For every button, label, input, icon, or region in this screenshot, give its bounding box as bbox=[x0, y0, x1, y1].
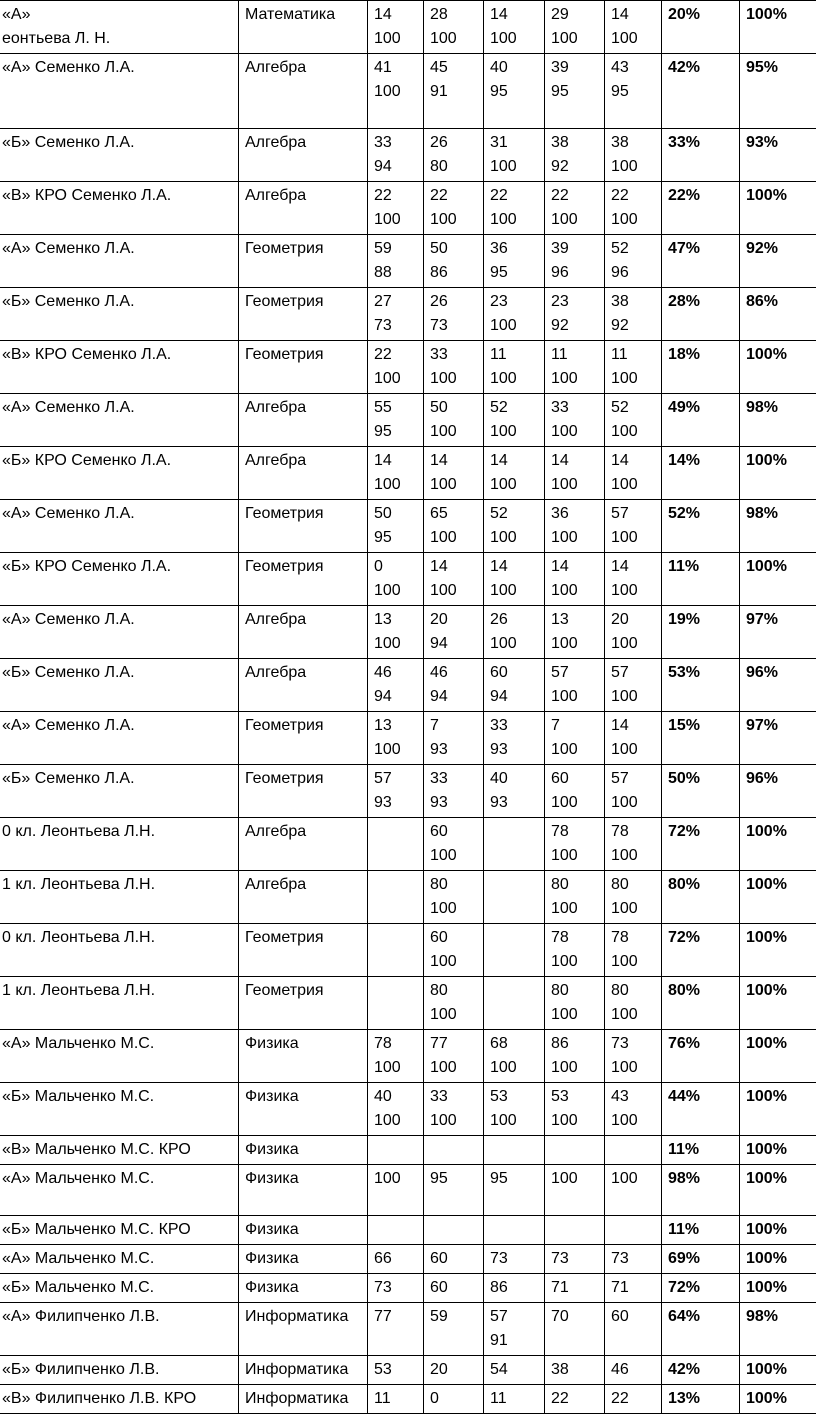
score-cell: 54 bbox=[484, 1356, 545, 1385]
subject-cell: Информатика bbox=[239, 1356, 368, 1385]
score-cell: 50 100 bbox=[424, 394, 484, 447]
score-cell: 33 93 bbox=[484, 712, 545, 765]
score-cell: 7 93 bbox=[424, 712, 484, 765]
score-cell: 14 100 bbox=[368, 447, 424, 500]
score-cell: 78 100 bbox=[545, 924, 605, 977]
table-row bbox=[0, 1083, 816, 1136]
score-cell: 52 100 bbox=[605, 394, 662, 447]
class-teacher-cell: 1 кл. Леонтьева Л.Н. bbox=[0, 871, 239, 924]
success-percent-cell: 100% bbox=[740, 1356, 816, 1385]
class-teacher-cell: «Б» Семенко Л.А. bbox=[0, 288, 239, 341]
success-percent-cell: 98% bbox=[740, 394, 816, 447]
score-cell: 100 bbox=[545, 1165, 605, 1216]
subject-cell: Физика bbox=[239, 1274, 368, 1303]
score-cell: 73 100 bbox=[605, 1030, 662, 1083]
score-cell: 22 bbox=[605, 1385, 662, 1414]
success-percent-cell: 96% bbox=[740, 659, 816, 712]
class-teacher-cell: «Б» Мальченко М.С. КРО bbox=[0, 1216, 239, 1245]
score-cell bbox=[545, 1136, 605, 1165]
score-cell bbox=[484, 818, 545, 871]
score-cell bbox=[545, 1216, 605, 1245]
score-cell: 28 100 bbox=[424, 1, 484, 54]
score-cell: 14 100 bbox=[368, 1, 424, 54]
table-row bbox=[0, 1136, 816, 1165]
score-cell: 14 100 bbox=[484, 447, 545, 500]
success-percent-cell: 100% bbox=[740, 1165, 816, 1216]
score-cell: 60 100 bbox=[424, 818, 484, 871]
score-cell bbox=[368, 871, 424, 924]
success-percent-cell: 100% bbox=[740, 1385, 816, 1414]
score-cell: 14 100 bbox=[424, 447, 484, 500]
quality-percent-cell: 50% bbox=[662, 765, 740, 818]
class-teacher-cell: «Б» КРО Семенко Л.А. bbox=[0, 447, 239, 500]
score-cell bbox=[484, 924, 545, 977]
score-cell: 55 95 bbox=[368, 394, 424, 447]
score-cell: 13 100 bbox=[545, 606, 605, 659]
score-cell: 38 bbox=[545, 1356, 605, 1385]
score-cell: 43 95 bbox=[605, 54, 662, 129]
table-row bbox=[0, 341, 816, 394]
score-cell: 100 bbox=[368, 1165, 424, 1216]
quality-percent-cell: 49% bbox=[662, 394, 740, 447]
class-teacher-cell: «В» Мальченко М.С. КРО bbox=[0, 1136, 239, 1165]
score-cell: 59 bbox=[424, 1303, 484, 1356]
score-cell: 11 bbox=[484, 1385, 545, 1414]
success-percent-cell: 92% bbox=[740, 235, 816, 288]
score-cell: 33 93 bbox=[424, 765, 484, 818]
score-cell bbox=[605, 1216, 662, 1245]
quality-percent-cell: 53% bbox=[662, 659, 740, 712]
class-teacher-cell: «В» КРО Семенко Л.А. bbox=[0, 341, 239, 394]
subject-cell: Физика bbox=[239, 1083, 368, 1136]
score-cell: 95 bbox=[484, 1165, 545, 1216]
success-percent-cell: 100% bbox=[740, 977, 816, 1030]
success-percent-cell: 98% bbox=[740, 1303, 816, 1356]
score-cell: 41 100 bbox=[368, 54, 424, 129]
class-teacher-cell: «Б» Семенко Л.А. bbox=[0, 659, 239, 712]
class-teacher-cell: «В» КРО Семенко Л.А. bbox=[0, 182, 239, 235]
score-cell: 13 100 bbox=[368, 712, 424, 765]
score-cell: 60 100 bbox=[545, 765, 605, 818]
score-cell bbox=[368, 977, 424, 1030]
score-cell: 14 100 bbox=[424, 553, 484, 606]
score-cell bbox=[368, 1216, 424, 1245]
quality-percent-cell: 47% bbox=[662, 235, 740, 288]
results-table-body bbox=[0, 1, 816, 1414]
success-percent-cell: 100% bbox=[740, 341, 816, 394]
table-row bbox=[0, 818, 816, 871]
quality-percent-cell: 80% bbox=[662, 977, 740, 1030]
class-teacher-cell: «А» Мальченко М.С. bbox=[0, 1245, 239, 1274]
subject-cell: Информатика bbox=[239, 1385, 368, 1414]
quality-percent-cell: 11% bbox=[662, 1216, 740, 1245]
subject-cell: Алгебра bbox=[239, 394, 368, 447]
score-cell: 57 100 bbox=[605, 500, 662, 553]
score-cell: 60 100 bbox=[424, 924, 484, 977]
score-cell: 0 bbox=[424, 1385, 484, 1414]
subject-cell: Геометрия bbox=[239, 288, 368, 341]
score-cell: 78 100 bbox=[545, 818, 605, 871]
score-cell: 71 bbox=[545, 1274, 605, 1303]
score-cell: 57 91 bbox=[484, 1303, 545, 1356]
success-percent-cell: 100% bbox=[740, 1136, 816, 1165]
score-cell: 66 bbox=[368, 1245, 424, 1274]
score-cell: 52 100 bbox=[484, 500, 545, 553]
score-cell: 36 100 bbox=[545, 500, 605, 553]
score-cell: 57 93 bbox=[368, 765, 424, 818]
subject-cell: Алгебра bbox=[239, 606, 368, 659]
score-cell: 73 bbox=[368, 1274, 424, 1303]
success-percent-cell: 86% bbox=[740, 288, 816, 341]
quality-percent-cell: 22% bbox=[662, 182, 740, 235]
score-cell: 33 100 bbox=[545, 394, 605, 447]
class-teacher-cell: 0 кл. Леонтьева Л.Н. bbox=[0, 924, 239, 977]
score-cell: 14 100 bbox=[605, 712, 662, 765]
success-percent-cell: 100% bbox=[740, 1216, 816, 1245]
score-cell: 7 100 bbox=[545, 712, 605, 765]
score-cell: 22 100 bbox=[605, 182, 662, 235]
score-cell: 38 92 bbox=[605, 288, 662, 341]
table-row bbox=[0, 765, 816, 818]
score-cell: 36 95 bbox=[484, 235, 545, 288]
subject-cell: Алгебра bbox=[239, 54, 368, 129]
subject-cell: Геометрия bbox=[239, 712, 368, 765]
table-row bbox=[0, 924, 816, 977]
score-cell: 77 bbox=[368, 1303, 424, 1356]
class-teacher-cell: «Б» Семенко Л.А. bbox=[0, 129, 239, 182]
quality-percent-cell: 98% bbox=[662, 1165, 740, 1216]
quality-percent-cell: 44% bbox=[662, 1083, 740, 1136]
score-cell: 29 100 bbox=[545, 1, 605, 54]
score-cell: 86 100 bbox=[545, 1030, 605, 1083]
subject-cell: Алгебра bbox=[239, 129, 368, 182]
score-cell bbox=[484, 1216, 545, 1245]
score-cell bbox=[484, 1136, 545, 1165]
subject-cell: Геометрия bbox=[239, 977, 368, 1030]
score-cell: 22 bbox=[545, 1385, 605, 1414]
score-cell: 14 100 bbox=[605, 1, 662, 54]
class-teacher-cell: «Б» Семенко Л.А. bbox=[0, 765, 239, 818]
quality-percent-cell: 18% bbox=[662, 341, 740, 394]
quality-percent-cell: 13% bbox=[662, 1385, 740, 1414]
success-percent-cell: 97% bbox=[740, 606, 816, 659]
table-row bbox=[0, 606, 816, 659]
table-row bbox=[0, 394, 816, 447]
score-cell: 0 100 bbox=[368, 553, 424, 606]
quality-percent-cell: 72% bbox=[662, 1274, 740, 1303]
score-cell: 60 bbox=[424, 1274, 484, 1303]
score-cell: 22 100 bbox=[368, 182, 424, 235]
score-cell: 40 93 bbox=[484, 765, 545, 818]
score-cell: 11 100 bbox=[605, 341, 662, 394]
class-teacher-cell: «А» Мальченко М.С. bbox=[0, 1165, 239, 1216]
score-cell: 40 100 bbox=[368, 1083, 424, 1136]
subject-cell: Геометрия bbox=[239, 235, 368, 288]
score-cell: 22 100 bbox=[484, 182, 545, 235]
table-row bbox=[0, 1303, 816, 1356]
quality-percent-cell: 76% bbox=[662, 1030, 740, 1083]
subject-cell: Алгебра bbox=[239, 447, 368, 500]
table-row bbox=[0, 1216, 816, 1245]
score-cell: 80 100 bbox=[605, 871, 662, 924]
score-cell: 73 bbox=[484, 1245, 545, 1274]
score-cell: 73 bbox=[545, 1245, 605, 1274]
score-cell bbox=[424, 1136, 484, 1165]
score-cell: 50 95 bbox=[368, 500, 424, 553]
quality-percent-cell: 69% bbox=[662, 1245, 740, 1274]
success-percent-cell: 100% bbox=[740, 553, 816, 606]
success-percent-cell: 100% bbox=[740, 1, 816, 54]
subject-cell: Алгебра bbox=[239, 182, 368, 235]
score-cell: 43 100 bbox=[605, 1083, 662, 1136]
score-cell: 78 100 bbox=[368, 1030, 424, 1083]
score-cell: 46 94 bbox=[424, 659, 484, 712]
score-cell: 14 100 bbox=[484, 1, 545, 54]
table-row bbox=[0, 712, 816, 765]
score-cell: 53 100 bbox=[545, 1083, 605, 1136]
table-row bbox=[0, 129, 816, 182]
class-teacher-cell: «А» Семенко Л.А. bbox=[0, 394, 239, 447]
success-percent-cell: 93% bbox=[740, 129, 816, 182]
score-cell: 52 96 bbox=[605, 235, 662, 288]
table-row bbox=[0, 659, 816, 712]
subject-cell: Физика bbox=[239, 1165, 368, 1216]
score-cell: 33 100 bbox=[424, 1083, 484, 1136]
class-teacher-cell: «В» Филипченко Л.В. КРО bbox=[0, 1385, 239, 1414]
score-cell: 68 100 bbox=[484, 1030, 545, 1083]
table-row bbox=[0, 235, 816, 288]
quality-percent-cell: 20% bbox=[662, 1, 740, 54]
score-cell: 60 94 bbox=[484, 659, 545, 712]
score-cell: 14 100 bbox=[605, 447, 662, 500]
subject-cell: Алгебра bbox=[239, 659, 368, 712]
table-row bbox=[0, 500, 816, 553]
score-cell: 80 100 bbox=[545, 977, 605, 1030]
table-row bbox=[0, 54, 816, 129]
score-cell: 80 100 bbox=[424, 977, 484, 1030]
score-cell: 26 100 bbox=[484, 606, 545, 659]
score-cell: 20 100 bbox=[605, 606, 662, 659]
table-row bbox=[0, 1030, 816, 1083]
score-cell: 31 100 bbox=[484, 129, 545, 182]
score-cell: 11 bbox=[368, 1385, 424, 1414]
score-cell: 11 100 bbox=[545, 341, 605, 394]
score-cell: 20 94 bbox=[424, 606, 484, 659]
success-percent-cell: 100% bbox=[740, 818, 816, 871]
subject-cell: Алгебра bbox=[239, 871, 368, 924]
class-teacher-cell: «Б» Филипченко Л.В. bbox=[0, 1356, 239, 1385]
quality-percent-cell: 42% bbox=[662, 1356, 740, 1385]
score-cell: 53 bbox=[368, 1356, 424, 1385]
subject-cell: Геометрия bbox=[239, 765, 368, 818]
score-cell: 95 bbox=[424, 1165, 484, 1216]
subject-cell: Физика bbox=[239, 1245, 368, 1274]
success-percent-cell: 100% bbox=[740, 1274, 816, 1303]
subject-cell: Геометрия bbox=[239, 553, 368, 606]
score-cell: 65 100 bbox=[424, 500, 484, 553]
quality-percent-cell: 28% bbox=[662, 288, 740, 341]
score-cell: 46 94 bbox=[368, 659, 424, 712]
score-cell: 22 100 bbox=[424, 182, 484, 235]
score-cell: 77 100 bbox=[424, 1030, 484, 1083]
score-cell: 80 100 bbox=[605, 977, 662, 1030]
table-row bbox=[0, 288, 816, 341]
score-cell: 60 bbox=[424, 1245, 484, 1274]
score-cell: 60 bbox=[605, 1303, 662, 1356]
quality-percent-cell: 19% bbox=[662, 606, 740, 659]
score-cell bbox=[368, 1136, 424, 1165]
success-percent-cell: 96% bbox=[740, 765, 816, 818]
class-teacher-cell: «А» Семенко Л.А. bbox=[0, 54, 239, 129]
table-row bbox=[0, 1356, 816, 1385]
table-row bbox=[0, 1165, 816, 1216]
score-cell: 100 bbox=[605, 1165, 662, 1216]
subject-cell: Геометрия bbox=[239, 924, 368, 977]
score-cell: 59 88 bbox=[368, 235, 424, 288]
score-cell: 14 100 bbox=[605, 553, 662, 606]
score-cell bbox=[605, 1136, 662, 1165]
table-row bbox=[0, 1274, 816, 1303]
score-cell: 39 96 bbox=[545, 235, 605, 288]
quality-percent-cell: 72% bbox=[662, 818, 740, 871]
success-percent-cell: 95% bbox=[740, 54, 816, 129]
table-row bbox=[0, 977, 816, 1030]
table-row bbox=[0, 182, 816, 235]
score-cell: 23 100 bbox=[484, 288, 545, 341]
success-percent-cell: 100% bbox=[740, 1083, 816, 1136]
class-teacher-cell: «А» Семенко Л.А. bbox=[0, 712, 239, 765]
score-cell: 53 100 bbox=[484, 1083, 545, 1136]
subject-cell: Математика bbox=[239, 1, 368, 54]
subject-cell: Физика bbox=[239, 1136, 368, 1165]
score-cell: 33 94 bbox=[368, 129, 424, 182]
subject-cell: Геометрия bbox=[239, 500, 368, 553]
score-cell: 13 100 bbox=[368, 606, 424, 659]
score-cell: 57 100 bbox=[605, 659, 662, 712]
score-cell: 57 100 bbox=[545, 659, 605, 712]
table-row bbox=[0, 1245, 816, 1274]
success-percent-cell: 100% bbox=[740, 871, 816, 924]
table-row bbox=[0, 1, 816, 54]
table-row bbox=[0, 1385, 816, 1414]
score-cell bbox=[484, 871, 545, 924]
success-percent-cell: 98% bbox=[740, 500, 816, 553]
class-teacher-cell: «А» Филипченко Л.В. bbox=[0, 1303, 239, 1356]
success-percent-cell: 100% bbox=[740, 1245, 816, 1274]
score-cell: 33 100 bbox=[424, 341, 484, 394]
success-percent-cell: 97% bbox=[740, 712, 816, 765]
quality-percent-cell: 80% bbox=[662, 871, 740, 924]
class-teacher-cell: 0 кл. Леонтьева Л.Н. bbox=[0, 818, 239, 871]
quality-percent-cell: 11% bbox=[662, 1136, 740, 1165]
score-cell: 80 100 bbox=[424, 871, 484, 924]
score-cell: 50 86 bbox=[424, 235, 484, 288]
score-cell: 39 95 bbox=[545, 54, 605, 129]
quality-percent-cell: 14% bbox=[662, 447, 740, 500]
score-cell: 14 100 bbox=[484, 553, 545, 606]
score-cell bbox=[424, 1216, 484, 1245]
success-percent-cell: 100% bbox=[740, 447, 816, 500]
score-cell: 57 100 bbox=[605, 765, 662, 818]
class-teacher-cell: «А» еонтьева Л. Н. bbox=[0, 1, 239, 54]
quality-percent-cell: 11% bbox=[662, 553, 740, 606]
score-cell: 40 95 bbox=[484, 54, 545, 129]
class-teacher-cell: 1 кл. Леонтьева Л.Н. bbox=[0, 977, 239, 1030]
success-percent-cell: 100% bbox=[740, 182, 816, 235]
success-percent-cell: 100% bbox=[740, 924, 816, 977]
score-cell: 45 91 bbox=[424, 54, 484, 129]
score-cell: 11 100 bbox=[484, 341, 545, 394]
score-cell: 23 92 bbox=[545, 288, 605, 341]
score-cell: 71 bbox=[605, 1274, 662, 1303]
score-cell: 14 100 bbox=[545, 447, 605, 500]
score-cell: 78 100 bbox=[605, 818, 662, 871]
class-teacher-cell: «Б» Мальченко М.С. bbox=[0, 1083, 239, 1136]
table-row bbox=[0, 871, 816, 924]
score-cell: 26 80 bbox=[424, 129, 484, 182]
score-cell: 22 100 bbox=[545, 182, 605, 235]
quality-percent-cell: 72% bbox=[662, 924, 740, 977]
class-teacher-cell: «А» Мальченко М.С. bbox=[0, 1030, 239, 1083]
class-teacher-cell: «А» Семенко Л.А. bbox=[0, 500, 239, 553]
score-cell: 14 100 bbox=[545, 553, 605, 606]
score-cell: 38 100 bbox=[605, 129, 662, 182]
table-row bbox=[0, 553, 816, 606]
class-teacher-cell: «А» Семенко Л.А. bbox=[0, 235, 239, 288]
class-teacher-cell: «Б» КРО Семенко Л.А. bbox=[0, 553, 239, 606]
score-cell: 20 bbox=[424, 1356, 484, 1385]
score-cell: 80 100 bbox=[545, 871, 605, 924]
score-cell: 38 92 bbox=[545, 129, 605, 182]
subject-cell: Алгебра bbox=[239, 818, 368, 871]
table-row bbox=[0, 447, 816, 500]
score-cell: 26 73 bbox=[424, 288, 484, 341]
quality-percent-cell: 33% bbox=[662, 129, 740, 182]
quality-percent-cell: 64% bbox=[662, 1303, 740, 1356]
score-cell: 73 bbox=[605, 1245, 662, 1274]
score-cell: 70 bbox=[545, 1303, 605, 1356]
score-cell bbox=[484, 977, 545, 1030]
quality-percent-cell: 52% bbox=[662, 500, 740, 553]
class-teacher-cell: «А» Семенко Л.А. bbox=[0, 606, 239, 659]
quality-percent-cell: 42% bbox=[662, 54, 740, 129]
subject-cell: Геометрия bbox=[239, 341, 368, 394]
score-cell: 86 bbox=[484, 1274, 545, 1303]
subject-cell: Информатика bbox=[239, 1303, 368, 1356]
score-cell bbox=[368, 924, 424, 977]
score-cell: 22 100 bbox=[368, 341, 424, 394]
quality-percent-cell: 15% bbox=[662, 712, 740, 765]
score-cell bbox=[368, 818, 424, 871]
subject-cell: Физика bbox=[239, 1030, 368, 1083]
subject-cell: Физика bbox=[239, 1216, 368, 1245]
score-cell: 27 73 bbox=[368, 288, 424, 341]
class-teacher-cell: «Б» Мальченко М.С. bbox=[0, 1274, 239, 1303]
score-cell: 46 bbox=[605, 1356, 662, 1385]
score-cell: 78 100 bbox=[605, 924, 662, 977]
success-percent-cell: 100% bbox=[740, 1030, 816, 1083]
score-cell: 52 100 bbox=[484, 394, 545, 447]
